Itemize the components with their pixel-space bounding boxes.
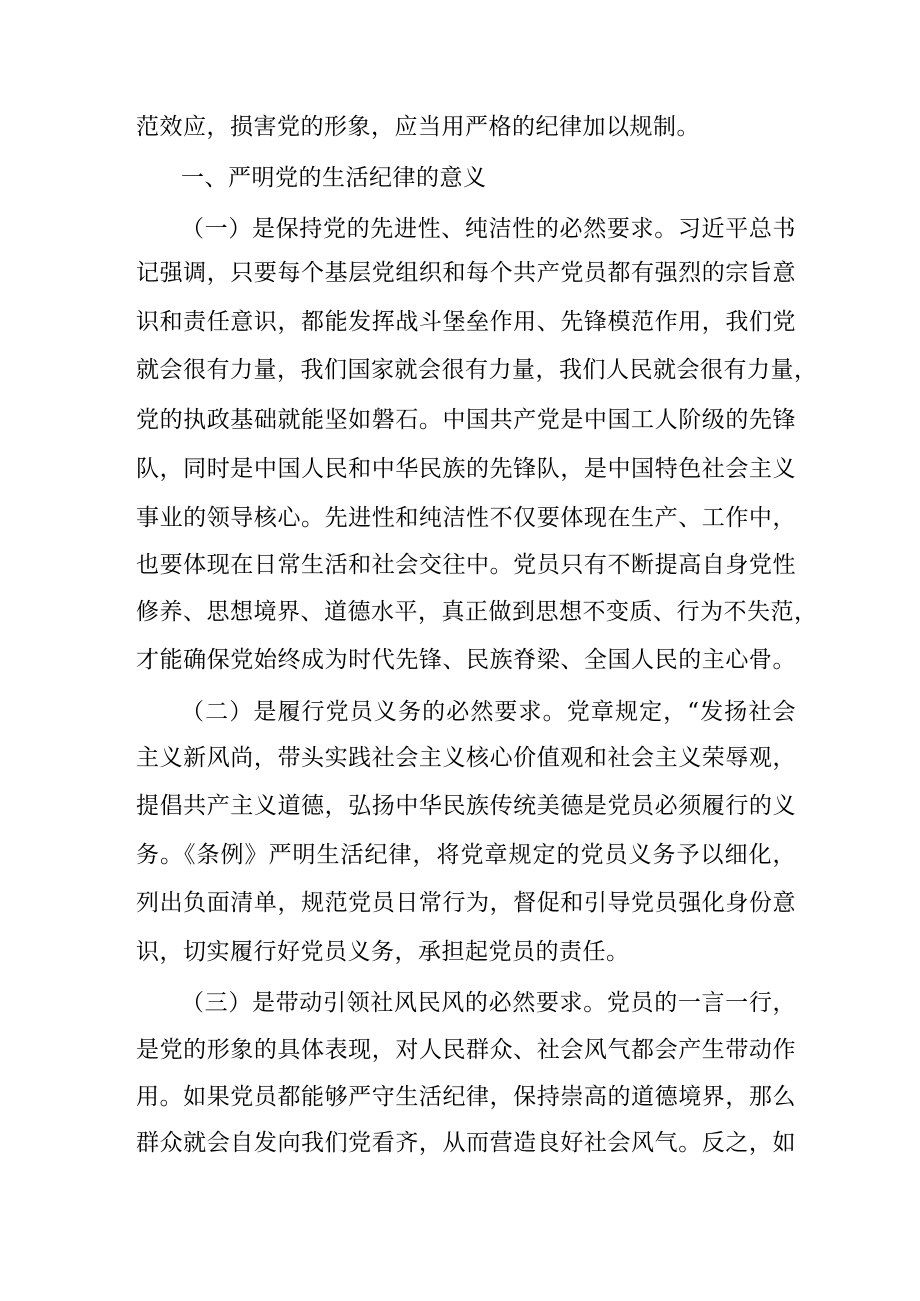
text-line: 列出负面清单，规范党员日常行为，督促和引导党员强化身份意 — [136, 890, 796, 916]
text-line: （三）是带动引领社风民风的必然要求。党员的一言一行， — [181, 990, 796, 1016]
text-line: 用。如果党员都能够严守生活纪律，保持崇高的道德境界，那么 — [136, 1084, 796, 1110]
text-line: 群众就会自发向我们党看齐，从而营造良好社会风气。反之，如 — [136, 1130, 796, 1156]
text-line: 才能确保党始终成为时代先锋、民族脊梁、全国人民的主心骨。 — [136, 647, 796, 673]
text-line: 提倡共产主义道德，弘扬中华民族传统美德是党员必须履行的义 — [136, 793, 796, 819]
text-line: 识，切实履行好党员义务，承担起党员的责任。 — [136, 939, 630, 965]
text-line: 务。《条例》严明生活纪律，将党章规定的党员义务予以细化， — [136, 842, 796, 868]
text-line: 识和责任意识，都能发挥战斗堡垒作用、先锋模范作用，我们党 — [136, 309, 796, 335]
text-line: 就会很有力量，我们国家就会很有力量，我们人民就会很有力量， — [136, 357, 818, 383]
text-line: 记强调，只要每个基层党组织和每个共产党员都有强烈的宗旨意 — [136, 260, 796, 286]
text-line: 也要体现在日常生活和社会交往中。党员只有不断提高自身党性 — [136, 552, 796, 578]
text-line: 范效应，损害党的形象，应当用严格的纪律加以规制。 — [136, 114, 700, 140]
text-line: 修养、思想境界、道德水平，真正做到思想不变质、行为不失范， — [136, 599, 818, 625]
text-line: 队，同时是中国人民和中华民族的先锋队，是中国特色社会主义 — [136, 456, 796, 482]
text-line: 事业的领导核心。先进性和纯洁性不仅要体现在生产、工作中， — [136, 505, 796, 531]
text-line: （一）是保持党的先进性、纯洁性的必然要求。习近平总书 — [181, 216, 796, 242]
text-line: 党的执政基础就能坚如磐石。中国共产党是中国工人阶级的先锋 — [136, 407, 796, 433]
text-line: 主义新风尚，带头实践社会主义核心价值观和社会主义荣辱观， — [136, 745, 796, 771]
section-heading: 一、严明党的生活纪律的意义 — [181, 165, 487, 191]
text-line: 是党的形象的具体表现，对人民群众、社会风气都会产生带动作 — [136, 1037, 796, 1063]
text-line: （二）是履行党员义务的必然要求。党章规定，“发扬社会 — [181, 699, 796, 725]
